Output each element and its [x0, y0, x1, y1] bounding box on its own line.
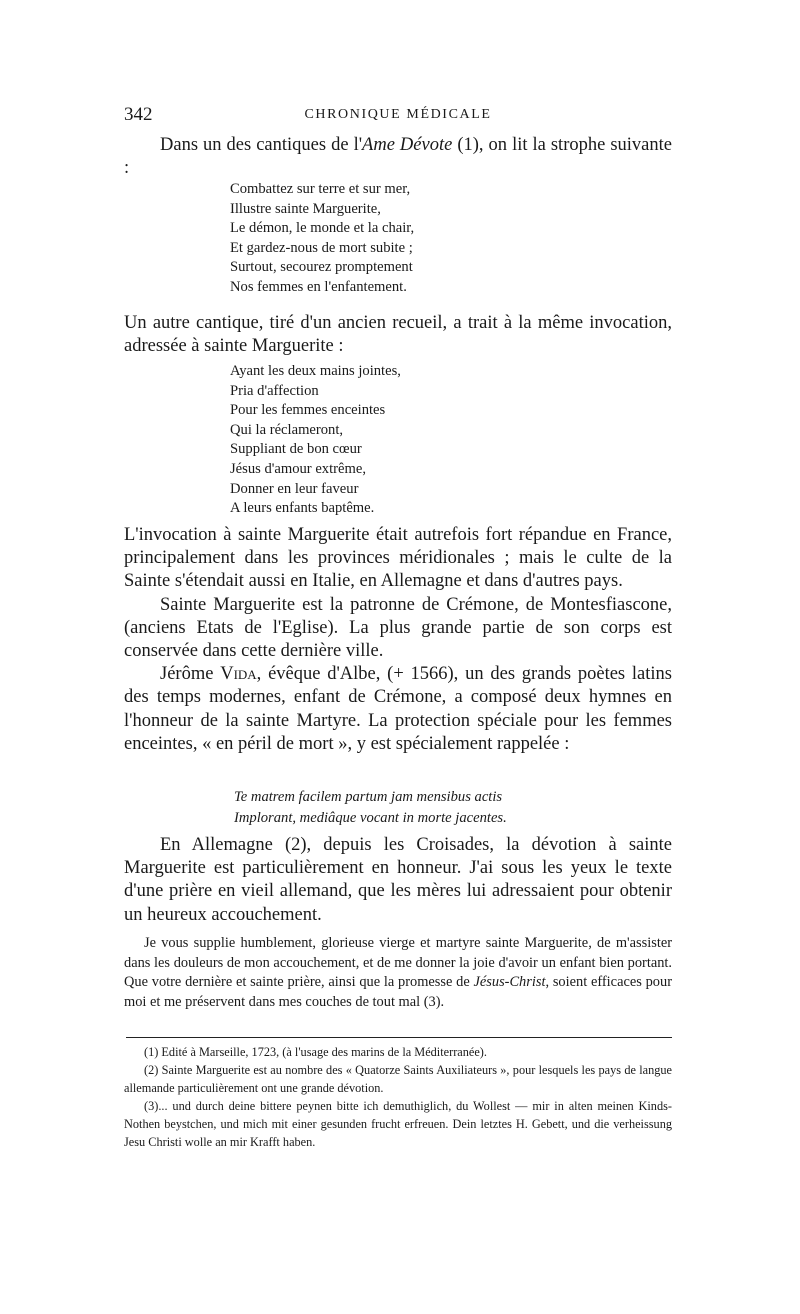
- paragraph-allemagne: [124, 834, 672, 927]
- verse-stanza-2: [230, 362, 401, 519]
- intro-text-end: (1), on lit la strophe suivante :: [124, 135, 672, 179]
- intro-paragraph: [124, 134, 672, 180]
- prayer-text: Je vous supplie humblement, glorieuse vierge et martyre sainte Marguerite, de m'assister dans les douleurs de mon accouchement, et de me donner la joie d'avoir un enfant bien portant. Que votre dernière et sainte prière, ainsi que la promesse de Jésus-Christ, soient efficaces pour moi et me préservent dans mes couches de tout mal (3).: [124, 935, 672, 1011]
- footnote-2: (2) Sainte Marguerite est au nombre des « Quatorze Saints Auxiliateurs », pour lesquels les pays de langue allemande particulièrement ont une grande dévotion.: [124, 1063, 672, 1096]
- verse-stanza-1: [230, 180, 414, 298]
- verse-line: Donner en leur faveur: [230, 480, 359, 497]
- paragraph-autre-cantique: [124, 312, 672, 358]
- prayer-italic: Jésus-Christ: [473, 974, 546, 991]
- paragraph-invocation: L'invocation à sainte Marguerite était autrefois fort répandue en France, principalement dans les provinces méridionales ; mais le culte de la Sainte s'étendait aussi en Italie, en Allemagne et dans d'autres pays.: [124, 525, 672, 592]
- verse-line: Pour les femmes enceintes: [230, 402, 386, 419]
- verse-line: Qui la réclameront,: [230, 421, 344, 438]
- verse-line: Surtout, secourez promptement: [230, 259, 413, 276]
- paragraph-text: En Allemagne (2), depuis les Croisades, la dévotion à sainte Marguerite est particulièrement en honneur. J'ai sous les yeux le texte d'une prière en vieil allemand, que les mères lui adressaient pour obtenir un heureux accouchement.: [124, 835, 672, 925]
- footnotes: [124, 1043, 672, 1152]
- running-head: CHRONIQUE MÉDICALE: [304, 107, 492, 122]
- latin-quote: [234, 787, 507, 829]
- footnote-1: (1) Edité à Marseille, 1723, (à l'usage des marins de la Méditerranée).: [144, 1045, 487, 1059]
- verse-line: Le démon, le monde et la chair,: [230, 220, 415, 237]
- cantique-title: Ame Dévote: [362, 135, 453, 155]
- footnote-3: (3)... und durch deine bittere peynen bitte ich demuthiglich, du Wollest — mir in alten meinen Kinds-Nothen beystchen, und mich mit einer gesunden frucht erfreuen. Dein letztes H. Gebett, und die verheissung Jesu Christi wolle an mir Krafft haben.: [124, 1099, 672, 1150]
- verse-line: Pria d'affection: [230, 382, 319, 399]
- latin-line: Te matrem facilem partum jam mensibus actis: [234, 789, 503, 805]
- main-paragraphs: [124, 524, 672, 756]
- intro-text: Dans un des cantiques de l': [160, 135, 363, 155]
- paragraph-text: Un autre cantique, tiré d'un ancien recueil, a trait à la même invocation, adressée à sainte Marguerite :: [124, 313, 672, 357]
- page-header: [124, 104, 672, 132]
- author-name: Vida: [220, 664, 257, 685]
- verse-line: Et gardez-nous de mort subite ;: [230, 239, 413, 256]
- verse-line: Nos femmes en l'enfantement.: [230, 278, 407, 295]
- verse-line: Illustre sainte Marguerite,: [230, 200, 381, 217]
- paragraph-patronne: Sainte Marguerite est la patronne de Crémone, de Montesfiascone, (anciens Etats de l'Eglise). La plus grande partie de son corps est conservée dans cette dernière ville.: [124, 594, 672, 662]
- latin-line: Implorant, mediâque vocant in morte jacentes.: [234, 810, 507, 826]
- page-number: 342: [124, 104, 153, 125]
- footnote-separator: [126, 1037, 672, 1038]
- verse-line: Jésus d'amour extrême,: [230, 460, 366, 477]
- paragraph-vida: Jérôme Vida, évêque d'Albe, (+ 1566), un des grands poètes latins des temps modernes, enfant de Crémone, a composé deux hymnes en l'honneur de la sainte Martyre. La protection spéciale pour les femmes enceintes, « en péril de mort », y est spécialement rappelée :: [124, 664, 672, 754]
- verse-line: Suppliant de bon cœur: [230, 441, 362, 458]
- verse-line: Ayant les deux mains jointes,: [230, 363, 401, 379]
- verse-line: A leurs enfants baptême.: [230, 500, 375, 517]
- verse-line: Combattez sur terre et sur mer,: [230, 181, 411, 197]
